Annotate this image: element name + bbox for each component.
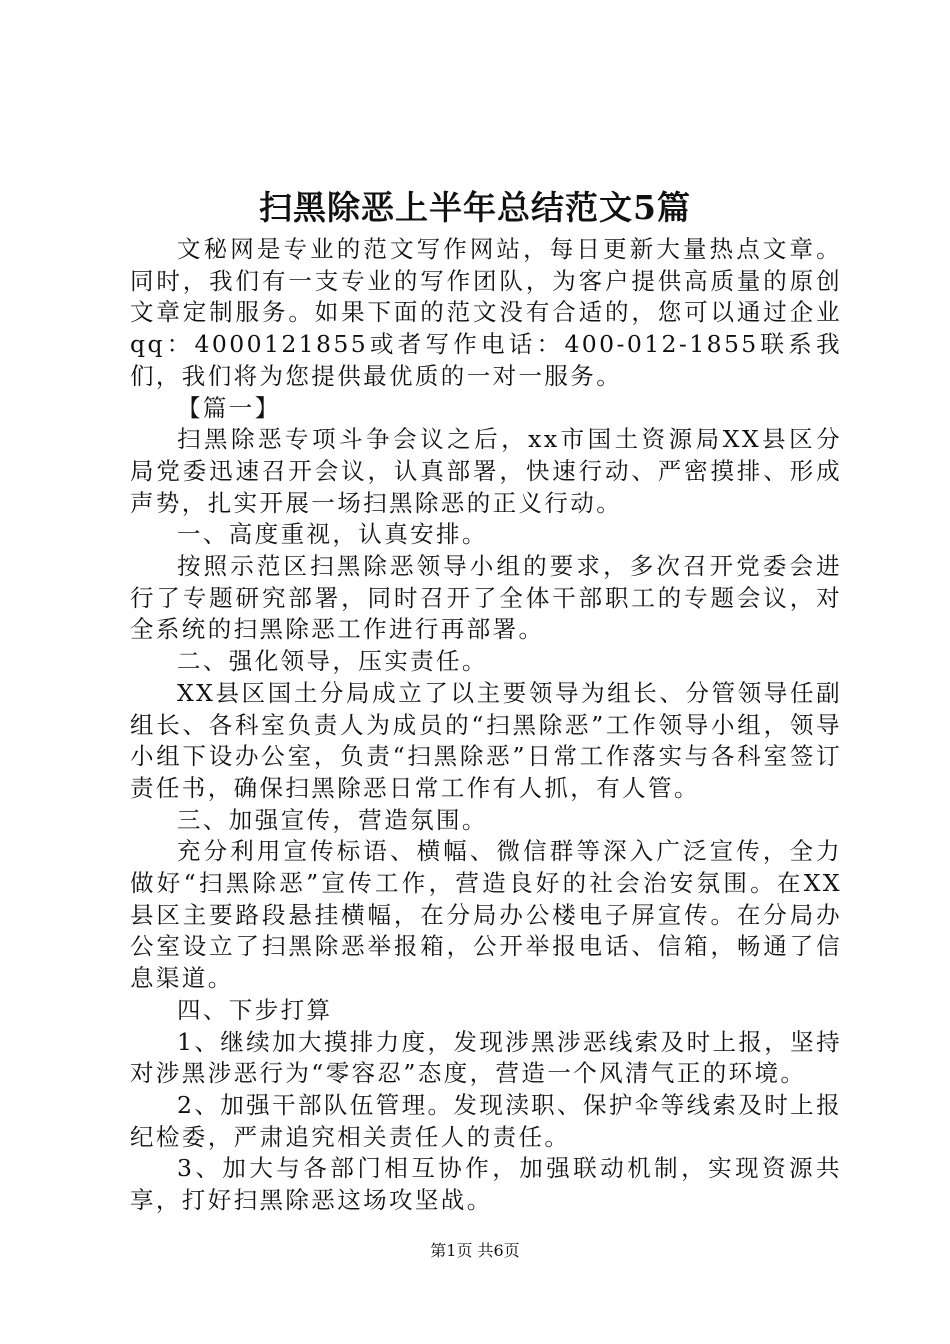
body-paragraph: 充分利用宣传标语、横幅、微信群等深入广泛宣传，全力做好“扫黑除恶”宣传工作，营造良好的社会治安氛围。在XX县区主要路段悬挂横幅，在分局办公楼电子屏宣传。在分局办公室设立了扫黑除恶举报箱，公开举报电话、信箱，畅通了信息渠道。 xyxy=(130,837,842,993)
body-paragraph: XX县区国土分局成立了以主要领导为组长、分管领导任副组长、各科室负责人为成员的“扫黑除恶”工作领导小组，领导小组下设办公室，负责“扫黑除恶”日常工作落实与各科室签订责任书，确保扫黑除恶日常工作有人抓，有人管。 xyxy=(130,678,842,802)
body-paragraph: 扫黑除恶专项斗争会议之后，xx市国土资源局XX县区分局党委迅速召开会议，认真部署，快速行动、严密摸排、形成声势，扎实开展一场扫黑除恶的正义行动。 xyxy=(130,425,842,517)
body-paragraph: 按照示范区扫黑除恶领导小组的要求，多次召开党委会进行了专题研究部署，同时召开了全体干部职工的专题会议，对全系统的扫黑除恶工作进行再部署。 xyxy=(130,552,842,644)
document-body xyxy=(130,234,842,1217)
intro-paragraph: 文秘网是专业的范文写作网站，每日更新大量热点文章。同时，我们有一支专业的写作团队，为客户提供高质量的原创文章定制服务。如果下面的范文没有合适的，您可以通过企业qq：4000121855或者写作电话：400-012-1855联系我们，我们将为您提供最优质的一对一服务。 xyxy=(130,235,842,390)
subheading-two: 二、强化领导，压实责任。 xyxy=(177,647,488,676)
list-item: 1、继续加大摸排力度，发现涉黑涉恶线索及时上报，坚持对涉黑涉恶行为“零容忍”态度，营造一个风清气正的环境。 xyxy=(130,1027,842,1088)
subheading-one: 一、高度重视，认真安排。 xyxy=(177,520,488,549)
section-heading-part-one: 【篇一】 xyxy=(177,393,281,422)
subheading-four: 四、下步打算 xyxy=(177,995,333,1024)
document-title: 扫黑除恶上半年总结范文5篇 xyxy=(259,188,691,227)
page-number-footer: 第1页 共6页 xyxy=(430,1241,520,1260)
list-item: 2、加强干部队伍管理。发现渎职、保护伞等线索及时上报纪检委，严肃追究相关责任人的责任。 xyxy=(130,1090,842,1151)
subheading-three: 三、加强宣传，营造氛围。 xyxy=(177,805,488,834)
list-item: 3、加大与各部门相互协作，加强联动机制，实现资源共享，打好扫黑除恶这场攻坚战。 xyxy=(130,1154,842,1215)
